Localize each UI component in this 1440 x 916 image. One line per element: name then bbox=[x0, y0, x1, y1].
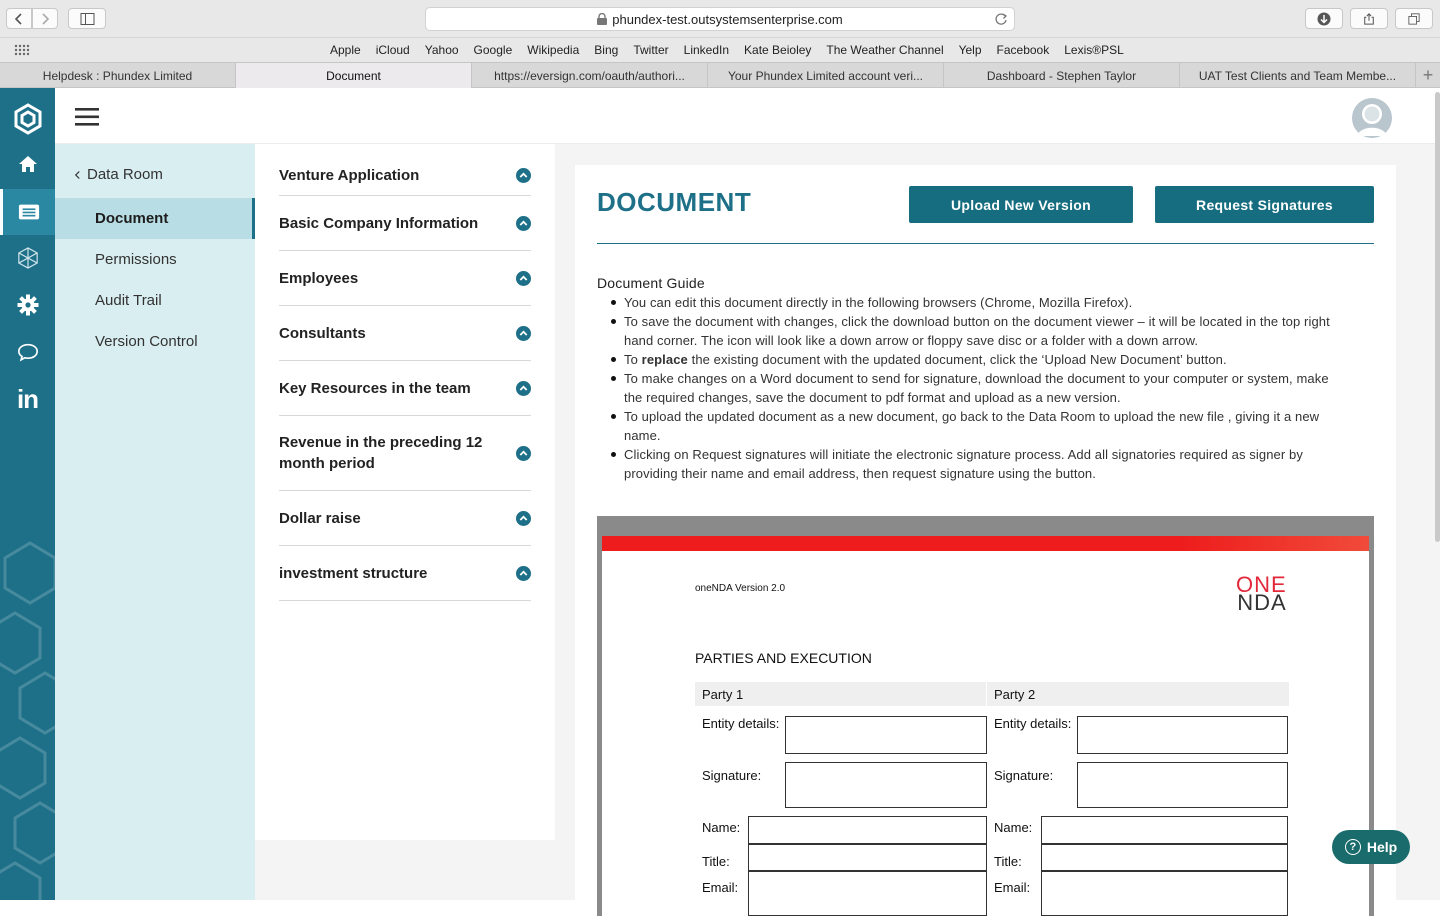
bookmarks-bar bbox=[0, 38, 1440, 62]
rail-home[interactable] bbox=[0, 141, 55, 187]
guide-item-emphasis: replace bbox=[641, 352, 688, 367]
document-guide-title: Document Guide bbox=[597, 275, 705, 291]
party-1-name-label: Name: bbox=[702, 820, 741, 835]
user-avatar[interactable] bbox=[1352, 98, 1392, 138]
address-bar[interactable] bbox=[425, 7, 1015, 31]
help-label: Help bbox=[1366, 839, 1398, 855]
accordion-item-revenue[interactable] bbox=[279, 416, 531, 491]
chevron-left-icon bbox=[13, 13, 25, 25]
browser-tab-active[interactable]: Document bbox=[236, 63, 472, 88]
accordion-item-dollar-raise[interactable] bbox=[279, 491, 531, 546]
download-icon bbox=[1317, 12, 1331, 26]
accordion-item-key-resources[interactable] bbox=[279, 361, 531, 416]
data-room-subnav bbox=[55, 144, 255, 900]
gear-icon bbox=[17, 294, 39, 316]
bookmark-wikipedia[interactable]: Wikipedia bbox=[527, 43, 580, 57]
upload-new-version-button[interactable]: Upload New Version bbox=[909, 186, 1133, 223]
accordion-item-label: Consultants bbox=[279, 324, 366, 342]
browser-tab[interactable]: Dashboard - Stephen Taylor bbox=[944, 63, 1180, 88]
chevron-right-icon bbox=[39, 13, 51, 25]
party-2-email-label: Email: bbox=[994, 880, 1031, 895]
party-2-name-label: Name: bbox=[994, 820, 1033, 835]
accordion-item-label: Basic Company Information bbox=[279, 214, 479, 232]
party-1-entity-field[interactable] bbox=[785, 716, 987, 754]
logo-bottom-text: NDA bbox=[1237, 590, 1287, 615]
accordion-item-label: investment structure bbox=[279, 564, 428, 582]
document-header-bar bbox=[602, 536, 1369, 551]
chevron-up-circle-icon bbox=[516, 511, 531, 526]
url-text: phundex-test.outsystemsenterprise.com bbox=[612, 11, 843, 27]
party-2-entity-field[interactable] bbox=[1077, 716, 1288, 754]
party-1-entity-label: Entity details: bbox=[702, 716, 780, 731]
accordion-item-employees[interactable] bbox=[279, 251, 531, 306]
party-2-name-field[interactable] bbox=[1041, 816, 1288, 844]
party-2-header: Party 2 bbox=[987, 682, 1289, 706]
chevron-up-circle-icon bbox=[516, 446, 531, 461]
subnav-item-document[interactable]: Document bbox=[55, 198, 255, 239]
guide-item: Clicking on Request signatures will initiate the electronic signature process. Add all signatories required as signer by providing their name and email address, then request signature using the button. bbox=[597, 445, 1337, 483]
party-2-title-label: Title: bbox=[994, 854, 1022, 869]
accordion-item-label: Employees bbox=[279, 269, 359, 287]
document-viewer[interactable] bbox=[597, 516, 1374, 916]
back-link-label: Data Room bbox=[87, 166, 163, 183]
share-button[interactable] bbox=[1350, 8, 1388, 29]
lock-icon bbox=[597, 13, 607, 25]
chevron-up-circle-icon bbox=[516, 216, 531, 231]
subnav-item-version-control[interactable]: Version Control bbox=[95, 333, 198, 350]
accordion-item-investment-structure[interactable] bbox=[279, 546, 531, 601]
chevron-up-circle-icon bbox=[516, 381, 531, 396]
document-list-icon bbox=[18, 201, 40, 223]
app-logo[interactable] bbox=[0, 94, 55, 144]
browser-tab-strip bbox=[0, 62, 1440, 88]
app-logo-icon bbox=[12, 103, 44, 135]
help-button[interactable] bbox=[1332, 830, 1410, 864]
question-mark-icon: ? bbox=[1345, 839, 1361, 855]
guide-item: To upload the updated document as a new document, go back to the Data Room to upload the new file , giving it a new name. bbox=[597, 407, 1337, 445]
accordion-item-consultants[interactable] bbox=[279, 306, 531, 361]
guide-item: You can edit this document directly in the following browsers (Chrome, Mozilla Firefox). bbox=[597, 293, 1337, 312]
accordion-item-label: Venture Application bbox=[279, 167, 420, 184]
tabs-icon bbox=[1408, 13, 1420, 25]
apps-grid-icon[interactable] bbox=[14, 44, 30, 56]
guide-item: To make changes on a Word document to send for signature, download the document to your computer or system, make the required changes, save the document to pdf format and upload as a new version. bbox=[597, 369, 1337, 407]
document-panel bbox=[575, 165, 1396, 905]
party-1-signature-label: Signature: bbox=[702, 768, 762, 783]
subnav-item-permissions[interactable]: Permissions bbox=[95, 251, 177, 268]
rail-documents[interactable] bbox=[0, 189, 55, 235]
browser-toolbar bbox=[0, 0, 1440, 38]
sidebar-icon bbox=[80, 13, 95, 25]
browser-tab[interactable]: https://eversign.com/oauth/authori... bbox=[472, 63, 708, 88]
hamburger-menu-icon[interactable] bbox=[75, 108, 99, 126]
bookmark-bing[interactable]: Bing bbox=[594, 43, 619, 57]
bookmark-icloud[interactable]: iCloud bbox=[375, 43, 410, 57]
rail-network[interactable] bbox=[0, 235, 55, 281]
back-to-data-room-link[interactable] bbox=[74, 166, 163, 183]
guide-item: To save the document with changes, click the download button on the document viewer – it will be located in the top right hand corner. The icon will look like a down arrow or floppy save disc or a folder with a down arrow. bbox=[597, 312, 1337, 350]
chat-icon bbox=[17, 341, 39, 363]
forward-button[interactable] bbox=[32, 8, 58, 29]
document-version-label: oneNDA Version 2.0 bbox=[695, 583, 786, 594]
accordion-item-basic-company-information[interactable] bbox=[279, 196, 531, 251]
accordion-item-venture-application[interactable] bbox=[279, 156, 531, 196]
document-guide-list bbox=[597, 293, 1337, 483]
logo-top-text: ONE bbox=[1236, 572, 1287, 597]
share-icon bbox=[1363, 13, 1375, 25]
party-1-title-field[interactable] bbox=[748, 844, 987, 871]
back-button[interactable] bbox=[6, 8, 32, 29]
section-accordion bbox=[255, 144, 555, 840]
chevron-up-circle-icon bbox=[516, 566, 531, 581]
browser-tab[interactable]: Helpdesk : Phundex Limited bbox=[0, 63, 236, 88]
browser-tab[interactable]: Your Phundex Limited account veri... bbox=[708, 63, 944, 88]
downloads-button[interactable] bbox=[1305, 8, 1343, 29]
bookmark-yahoo[interactable]: Yahoo bbox=[424, 43, 459, 57]
bookmark-google[interactable]: Google bbox=[473, 43, 513, 57]
request-signatures-button[interactable]: Request Signatures bbox=[1155, 186, 1374, 223]
rail-linkedin[interactable] bbox=[0, 376, 55, 422]
decorative-hexagon-pattern bbox=[0, 538, 55, 900]
party-1-email-field[interactable] bbox=[748, 871, 987, 916]
party-2-email-field[interactable] bbox=[1041, 871, 1288, 916]
linkedin-icon: in bbox=[16, 383, 39, 414]
party-2-title-field[interactable] bbox=[1041, 844, 1288, 871]
party-1-email-label: Email: bbox=[702, 880, 739, 895]
party-2-signature-label: Signature: bbox=[994, 768, 1054, 783]
reload-icon[interactable] bbox=[994, 12, 1008, 26]
bookmark-lexis-psl[interactable]: Lexis®PSL bbox=[1064, 43, 1124, 57]
rail-messages[interactable] bbox=[0, 329, 55, 375]
app-header bbox=[55, 88, 1440, 144]
bookmark-facebook[interactable]: Facebook bbox=[996, 43, 1050, 57]
party-1-header: Party 1 bbox=[695, 682, 986, 706]
bookmark-twitter[interactable]: Twitter bbox=[633, 43, 669, 57]
chevron-up-circle-icon bbox=[516, 271, 531, 286]
title-divider bbox=[597, 243, 1374, 244]
subnav-item-audit-trail[interactable]: Audit Trail bbox=[95, 292, 162, 309]
network-icon bbox=[17, 247, 39, 269]
chevron-up-circle-icon bbox=[516, 326, 531, 341]
party-2-signature-field[interactable] bbox=[1077, 762, 1288, 808]
accordion-item-label: Key Resources in the team bbox=[279, 379, 471, 397]
bookmark-linkedin[interactable]: LinkedIn bbox=[683, 43, 730, 57]
rail-settings[interactable] bbox=[0, 282, 55, 328]
tabs-overview-button[interactable] bbox=[1395, 8, 1433, 29]
accordion-item-label: Dollar raise bbox=[279, 509, 361, 527]
document-page bbox=[602, 536, 1369, 916]
sidebar-toggle-button[interactable] bbox=[68, 8, 106, 29]
party-1-title-label: Title: bbox=[702, 854, 730, 869]
bookmark-kate-beioley[interactable]: Kate Beioley bbox=[744, 43, 812, 57]
party-1-signature-field[interactable] bbox=[785, 762, 987, 808]
guide-item-prefix: To bbox=[624, 352, 642, 367]
page-scrollbar[interactable] bbox=[1435, 92, 1440, 542]
chevron-left-icon bbox=[74, 170, 81, 180]
guide-item bbox=[597, 350, 1337, 369]
chevron-up-circle-icon bbox=[516, 168, 531, 183]
party-2-entity-label: Entity details: bbox=[994, 716, 1072, 731]
accordion-item-label: Revenue in the preceding 12 month period bbox=[279, 434, 483, 472]
onenda-logo bbox=[1236, 572, 1287, 615]
page-title: DOCUMENT bbox=[597, 187, 752, 217]
bookmark-apple[interactable]: Apple bbox=[330, 43, 361, 57]
party-1-name-field[interactable] bbox=[748, 816, 987, 844]
bookmark-yelp[interactable]: Yelp bbox=[958, 43, 982, 57]
browser-tab[interactable]: UAT Test Clients and Team Membe... bbox=[1180, 63, 1416, 88]
parties-heading: PARTIES AND EXECUTION bbox=[695, 650, 872, 666]
app-icon-rail bbox=[0, 88, 55, 900]
guide-item-suffix: the existing document with the updated document, click the ‘Upload New Document’ button. bbox=[687, 352, 1227, 367]
user-silhouette-icon bbox=[1352, 98, 1392, 138]
home-icon bbox=[17, 153, 39, 175]
new-tab-button[interactable]: + bbox=[1422, 65, 1434, 85]
bookmark-weather-channel[interactable]: The Weather Channel bbox=[826, 43, 944, 57]
